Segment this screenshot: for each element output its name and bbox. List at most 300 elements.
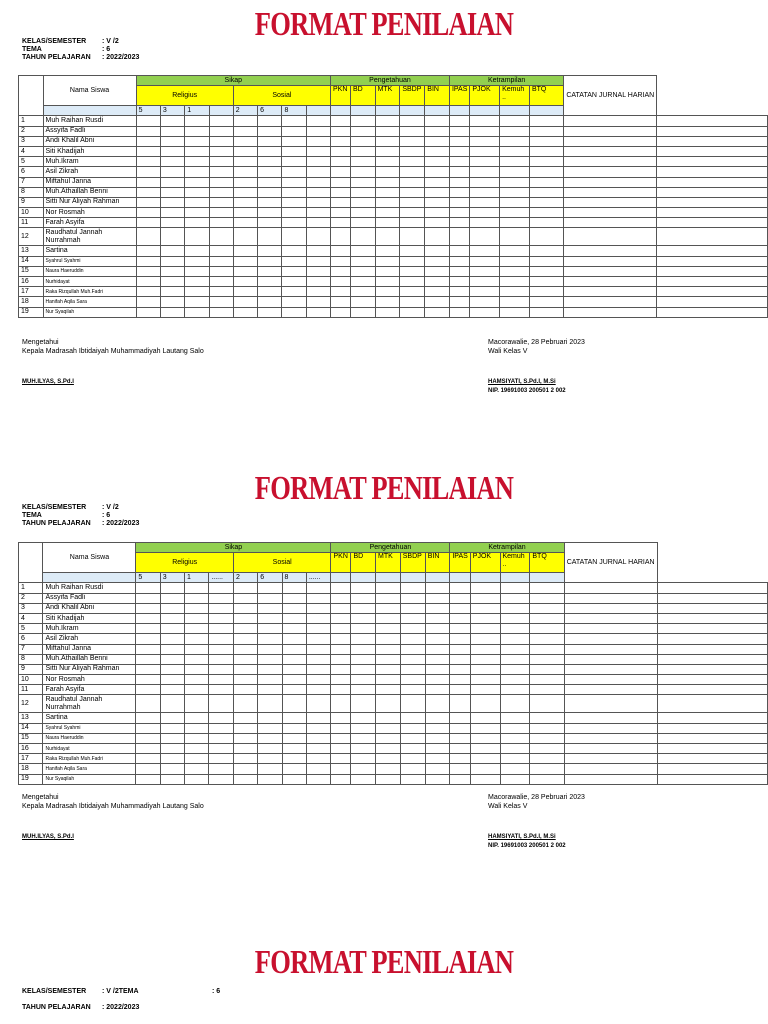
score-cell[interactable] <box>136 208 160 218</box>
score-cell[interactable] <box>258 277 282 287</box>
score-cell[interactable] <box>375 307 400 317</box>
score-cell[interactable] <box>331 307 351 317</box>
score-cell[interactable] <box>376 634 401 644</box>
score-cell[interactable] <box>185 593 209 603</box>
score-cell[interactable] <box>657 624 767 634</box>
score-cell[interactable] <box>564 187 657 197</box>
score-cell[interactable] <box>376 593 401 603</box>
score-cell[interactable] <box>258 744 282 754</box>
score-cell[interactable] <box>470 695 500 713</box>
score-cell[interactable] <box>258 685 282 695</box>
score-cell[interactable] <box>657 177 768 187</box>
score-cell[interactable] <box>450 754 470 764</box>
score-cell[interactable] <box>350 277 375 287</box>
score-cell[interactable] <box>258 167 282 177</box>
score-cell[interactable] <box>425 634 450 644</box>
score-cell[interactable] <box>306 287 330 297</box>
score-cell[interactable] <box>331 744 351 754</box>
score-cell[interactable] <box>258 675 282 685</box>
score-cell[interactable] <box>470 624 500 634</box>
score-cell[interactable] <box>449 157 469 167</box>
score-cell[interactable] <box>233 136 257 146</box>
score-cell[interactable] <box>500 723 530 733</box>
score-cell[interactable] <box>530 583 564 593</box>
score-cell[interactable] <box>258 218 282 228</box>
score-cell[interactable] <box>449 266 469 276</box>
score-cell[interactable] <box>185 287 209 297</box>
score-cell[interactable] <box>530 603 564 613</box>
score-cell[interactable] <box>400 146 425 156</box>
score-cell[interactable] <box>331 675 351 685</box>
score-cell[interactable] <box>500 197 530 207</box>
score-cell[interactable] <box>470 593 500 603</box>
score-cell[interactable] <box>209 613 234 623</box>
score-cell[interactable] <box>400 644 425 654</box>
score-cell[interactable] <box>306 613 331 623</box>
score-cell[interactable] <box>209 146 233 156</box>
score-cell[interactable] <box>258 624 282 634</box>
score-cell[interactable] <box>657 713 767 723</box>
score-cell[interactable] <box>500 713 530 723</box>
score-cell[interactable] <box>185 256 209 266</box>
score-cell[interactable] <box>306 218 330 228</box>
score-cell[interactable] <box>425 136 450 146</box>
score-cell[interactable] <box>258 695 282 713</box>
score-cell[interactable] <box>530 764 564 774</box>
score-cell[interactable] <box>470 218 500 228</box>
score-cell[interactable] <box>564 307 657 317</box>
score-cell[interactable] <box>351 644 376 654</box>
score-cell[interactable] <box>425 116 450 126</box>
score-cell[interactable] <box>233 126 257 136</box>
score-cell[interactable] <box>449 126 469 136</box>
score-cell[interactable] <box>282 603 306 613</box>
score-cell[interactable] <box>282 583 306 593</box>
score-cell[interactable] <box>400 664 425 674</box>
score-cell[interactable] <box>306 208 330 218</box>
score-cell[interactable] <box>350 256 375 266</box>
score-cell[interactable] <box>136 287 160 297</box>
score-cell[interactable] <box>375 126 400 136</box>
score-cell[interactable] <box>657 256 768 266</box>
score-cell[interactable] <box>233 246 257 256</box>
score-cell[interactable] <box>331 187 351 197</box>
score-cell[interactable] <box>470 157 500 167</box>
score-cell[interactable] <box>185 654 209 664</box>
score-cell[interactable] <box>657 307 768 317</box>
score-cell[interactable] <box>450 744 470 754</box>
score-cell[interactable] <box>500 593 530 603</box>
score-cell[interactable] <box>136 764 160 774</box>
score-cell[interactable] <box>500 126 530 136</box>
score-cell[interactable] <box>425 197 450 207</box>
score-cell[interactable] <box>529 246 563 256</box>
score-cell[interactable] <box>500 644 530 654</box>
score-cell[interactable] <box>258 157 282 167</box>
score-cell[interactable] <box>470 774 500 784</box>
score-cell[interactable] <box>185 764 209 774</box>
score-cell[interactable] <box>233 146 257 156</box>
score-cell[interactable] <box>500 603 530 613</box>
score-cell[interactable] <box>185 277 209 287</box>
score-cell[interactable] <box>450 603 470 613</box>
score-cell[interactable] <box>657 644 767 654</box>
score-cell[interactable] <box>529 126 563 136</box>
score-cell[interactable] <box>209 167 233 177</box>
score-cell[interactable] <box>657 116 768 126</box>
score-cell[interactable] <box>376 685 401 695</box>
score-cell[interactable] <box>160 603 184 613</box>
score-cell[interactable] <box>425 208 450 218</box>
score-cell[interactable] <box>185 307 209 317</box>
score-cell[interactable] <box>136 675 160 685</box>
score-cell[interactable] <box>350 187 375 197</box>
score-cell[interactable] <box>136 624 160 634</box>
score-cell[interactable] <box>500 177 530 187</box>
score-cell[interactable] <box>136 613 160 623</box>
score-cell[interactable] <box>136 733 160 743</box>
score-cell[interactable] <box>258 256 282 266</box>
score-cell[interactable] <box>306 593 331 603</box>
score-cell[interactable] <box>233 228 257 246</box>
score-cell[interactable] <box>449 177 469 187</box>
score-cell[interactable] <box>470 266 500 276</box>
score-cell[interactable] <box>530 664 564 674</box>
score-cell[interactable] <box>282 157 306 167</box>
score-cell[interactable] <box>282 695 306 713</box>
score-cell[interactable] <box>425 754 450 764</box>
score-cell[interactable] <box>185 136 209 146</box>
score-cell[interactable] <box>233 593 257 603</box>
score-cell[interactable] <box>400 307 425 317</box>
score-cell[interactable] <box>306 624 331 634</box>
score-cell[interactable] <box>209 695 234 713</box>
score-cell[interactable] <box>470 126 500 136</box>
score-cell[interactable] <box>376 603 401 613</box>
score-cell[interactable] <box>449 256 469 266</box>
score-cell[interactable] <box>209 774 234 784</box>
score-cell[interactable] <box>136 218 160 228</box>
score-cell[interactable] <box>306 603 331 613</box>
score-cell[interactable] <box>258 246 282 256</box>
score-cell[interactable] <box>209 277 233 287</box>
score-cell[interactable] <box>233 266 257 276</box>
score-cell[interactable] <box>350 246 375 256</box>
score-cell[interactable] <box>160 685 184 695</box>
score-cell[interactable] <box>209 187 233 197</box>
score-cell[interactable] <box>282 116 306 126</box>
score-cell[interactable] <box>500 583 530 593</box>
score-cell[interactable] <box>209 218 233 228</box>
score-cell[interactable] <box>376 675 401 685</box>
score-cell[interactable] <box>425 256 450 266</box>
score-cell[interactable] <box>136 256 160 266</box>
score-cell[interactable] <box>564 654 657 664</box>
score-cell[interactable] <box>530 593 564 603</box>
score-cell[interactable] <box>449 167 469 177</box>
score-cell[interactable] <box>529 266 563 276</box>
score-cell[interactable] <box>282 277 306 287</box>
score-cell[interactable] <box>450 685 470 695</box>
score-cell[interactable] <box>449 287 469 297</box>
score-cell[interactable] <box>500 754 530 764</box>
score-cell[interactable] <box>258 197 282 207</box>
score-cell[interactable] <box>375 218 400 228</box>
score-cell[interactable] <box>564 208 657 218</box>
score-cell[interactable] <box>425 177 450 187</box>
score-cell[interactable] <box>160 256 184 266</box>
score-cell[interactable] <box>564 266 657 276</box>
score-cell[interactable] <box>185 266 209 276</box>
score-cell[interactable] <box>657 754 767 764</box>
score-cell[interactable] <box>209 713 234 723</box>
score-cell[interactable] <box>450 593 470 603</box>
score-cell[interactable] <box>657 297 768 307</box>
score-cell[interactable] <box>657 593 767 603</box>
score-cell[interactable] <box>529 157 563 167</box>
score-cell[interactable] <box>530 733 564 743</box>
score-cell[interactable] <box>185 685 209 695</box>
score-cell[interactable] <box>376 713 401 723</box>
score-cell[interactable] <box>470 277 500 287</box>
score-cell[interactable] <box>233 685 257 695</box>
score-cell[interactable] <box>657 266 768 276</box>
score-cell[interactable] <box>306 167 330 177</box>
score-cell[interactable] <box>306 307 330 317</box>
score-cell[interactable] <box>425 126 450 136</box>
score-cell[interactable] <box>657 277 768 287</box>
score-cell[interactable] <box>185 583 209 593</box>
score-cell[interactable] <box>449 228 469 246</box>
score-cell[interactable] <box>258 774 282 784</box>
score-cell[interactable] <box>530 613 564 623</box>
score-cell[interactable] <box>160 764 184 774</box>
score-cell[interactable] <box>500 146 530 156</box>
score-cell[interactable] <box>400 277 425 287</box>
score-cell[interactable] <box>306 246 330 256</box>
score-cell[interactable] <box>470 208 500 218</box>
score-cell[interactable] <box>136 603 160 613</box>
score-cell[interactable] <box>470 613 500 623</box>
score-cell[interactable] <box>185 146 209 156</box>
score-cell[interactable] <box>306 228 330 246</box>
score-cell[interactable] <box>258 603 282 613</box>
score-cell[interactable] <box>282 187 306 197</box>
score-cell[interactable] <box>657 146 768 156</box>
score-cell[interactable] <box>564 774 657 784</box>
score-cell[interactable] <box>136 266 160 276</box>
score-cell[interactable] <box>500 256 530 266</box>
score-cell[interactable] <box>160 266 184 276</box>
score-cell[interactable] <box>425 695 450 713</box>
score-cell[interactable] <box>160 654 184 664</box>
score-cell[interactable] <box>376 754 401 764</box>
score-cell[interactable] <box>136 136 160 146</box>
score-cell[interactable] <box>564 116 657 126</box>
score-cell[interactable] <box>258 613 282 623</box>
score-cell[interactable] <box>425 675 450 685</box>
score-cell[interactable] <box>425 297 450 307</box>
score-cell[interactable] <box>136 664 160 674</box>
score-cell[interactable] <box>306 764 331 774</box>
score-cell[interactable] <box>331 654 351 664</box>
score-cell[interactable] <box>376 654 401 664</box>
score-cell[interactable] <box>425 228 450 246</box>
score-cell[interactable] <box>185 187 209 197</box>
score-cell[interactable] <box>306 126 330 136</box>
score-cell[interactable] <box>160 116 184 126</box>
score-cell[interactable] <box>530 624 564 634</box>
score-cell[interactable] <box>258 126 282 136</box>
score-cell[interactable] <box>450 613 470 623</box>
score-cell[interactable] <box>400 624 425 634</box>
score-cell[interactable] <box>400 157 425 167</box>
score-cell[interactable] <box>136 685 160 695</box>
score-cell[interactable] <box>529 146 563 156</box>
score-cell[interactable] <box>400 208 425 218</box>
score-cell[interactable] <box>258 116 282 126</box>
score-cell[interactable] <box>185 246 209 256</box>
score-cell[interactable] <box>185 218 209 228</box>
score-cell[interactable] <box>258 208 282 218</box>
score-cell[interactable] <box>350 146 375 156</box>
score-cell[interactable] <box>449 136 469 146</box>
score-cell[interactable] <box>376 624 401 634</box>
score-cell[interactable] <box>564 197 657 207</box>
score-cell[interactable] <box>450 695 470 713</box>
score-cell[interactable] <box>425 157 450 167</box>
score-cell[interactable] <box>331 146 351 156</box>
score-cell[interactable] <box>470 685 500 695</box>
score-cell[interactable] <box>470 733 500 743</box>
score-cell[interactable] <box>529 228 563 246</box>
score-cell[interactable] <box>282 287 306 297</box>
score-cell[interactable] <box>136 634 160 644</box>
score-cell[interactable] <box>400 654 425 664</box>
score-cell[interactable] <box>258 146 282 156</box>
score-cell[interactable] <box>376 644 401 654</box>
score-cell[interactable] <box>375 277 400 287</box>
score-cell[interactable] <box>500 744 530 754</box>
score-cell[interactable] <box>375 208 400 218</box>
score-cell[interactable] <box>258 733 282 743</box>
score-cell[interactable] <box>209 593 234 603</box>
score-cell[interactable] <box>470 307 500 317</box>
score-cell[interactable] <box>450 764 470 774</box>
score-cell[interactable] <box>233 603 257 613</box>
score-cell[interactable] <box>306 146 330 156</box>
score-cell[interactable] <box>331 634 351 644</box>
score-cell[interactable] <box>400 583 425 593</box>
score-cell[interactable] <box>136 754 160 764</box>
score-cell[interactable] <box>233 167 257 177</box>
score-cell[interactable] <box>500 167 530 177</box>
score-cell[interactable] <box>136 167 160 177</box>
score-cell[interactable] <box>233 733 257 743</box>
score-cell[interactable] <box>425 774 450 784</box>
score-cell[interactable] <box>425 733 450 743</box>
score-cell[interactable] <box>375 256 400 266</box>
score-cell[interactable] <box>376 613 401 623</box>
score-cell[interactable] <box>425 583 450 593</box>
score-cell[interactable] <box>350 136 375 146</box>
score-cell[interactable] <box>306 733 331 743</box>
score-cell[interactable] <box>350 218 375 228</box>
score-cell[interactable] <box>350 228 375 246</box>
score-cell[interactable] <box>331 695 351 713</box>
score-cell[interactable] <box>470 675 500 685</box>
score-cell[interactable] <box>351 685 376 695</box>
score-cell[interactable] <box>282 733 306 743</box>
score-cell[interactable] <box>530 723 564 733</box>
score-cell[interactable] <box>160 624 184 634</box>
score-cell[interactable] <box>425 713 450 723</box>
score-cell[interactable] <box>331 754 351 764</box>
score-cell[interactable] <box>185 754 209 764</box>
score-cell[interactable] <box>282 256 306 266</box>
score-cell[interactable] <box>425 277 450 287</box>
score-cell[interactable] <box>500 246 530 256</box>
score-cell[interactable] <box>449 297 469 307</box>
score-cell[interactable] <box>470 287 500 297</box>
score-cell[interactable] <box>375 177 400 187</box>
score-cell[interactable] <box>185 116 209 126</box>
score-cell[interactable] <box>500 287 530 297</box>
score-cell[interactable] <box>350 157 375 167</box>
score-cell[interactable] <box>470 256 500 266</box>
score-cell[interactable] <box>500 297 530 307</box>
score-cell[interactable] <box>425 246 450 256</box>
score-cell[interactable] <box>136 126 160 136</box>
score-cell[interactable] <box>351 713 376 723</box>
score-cell[interactable] <box>160 228 184 246</box>
score-cell[interactable] <box>529 287 563 297</box>
score-cell[interactable] <box>331 664 351 674</box>
score-cell[interactable] <box>233 157 257 167</box>
score-cell[interactable] <box>351 593 376 603</box>
score-cell[interactable] <box>564 297 657 307</box>
score-cell[interactable] <box>136 228 160 246</box>
score-cell[interactable] <box>306 297 330 307</box>
score-cell[interactable] <box>185 167 209 177</box>
score-cell[interactable] <box>331 287 351 297</box>
score-cell[interactable] <box>331 644 351 654</box>
score-cell[interactable] <box>400 187 425 197</box>
score-cell[interactable] <box>529 277 563 287</box>
score-cell[interactable] <box>331 157 351 167</box>
score-cell[interactable] <box>500 208 530 218</box>
score-cell[interactable] <box>564 644 657 654</box>
score-cell[interactable] <box>657 126 768 136</box>
score-cell[interactable] <box>350 177 375 187</box>
score-cell[interactable] <box>209 764 234 774</box>
score-cell[interactable] <box>376 744 401 754</box>
score-cell[interactable] <box>258 644 282 654</box>
score-cell[interactable] <box>449 187 469 197</box>
score-cell[interactable] <box>136 593 160 603</box>
score-cell[interactable] <box>470 744 500 754</box>
score-cell[interactable] <box>564 157 657 167</box>
score-cell[interactable] <box>282 774 306 784</box>
score-cell[interactable] <box>500 664 530 674</box>
score-cell[interactable] <box>400 116 425 126</box>
score-cell[interactable] <box>425 593 450 603</box>
score-cell[interactable] <box>425 654 450 664</box>
score-cell[interactable] <box>258 654 282 664</box>
score-cell[interactable] <box>375 297 400 307</box>
score-cell[interactable] <box>282 218 306 228</box>
score-cell[interactable] <box>450 675 470 685</box>
